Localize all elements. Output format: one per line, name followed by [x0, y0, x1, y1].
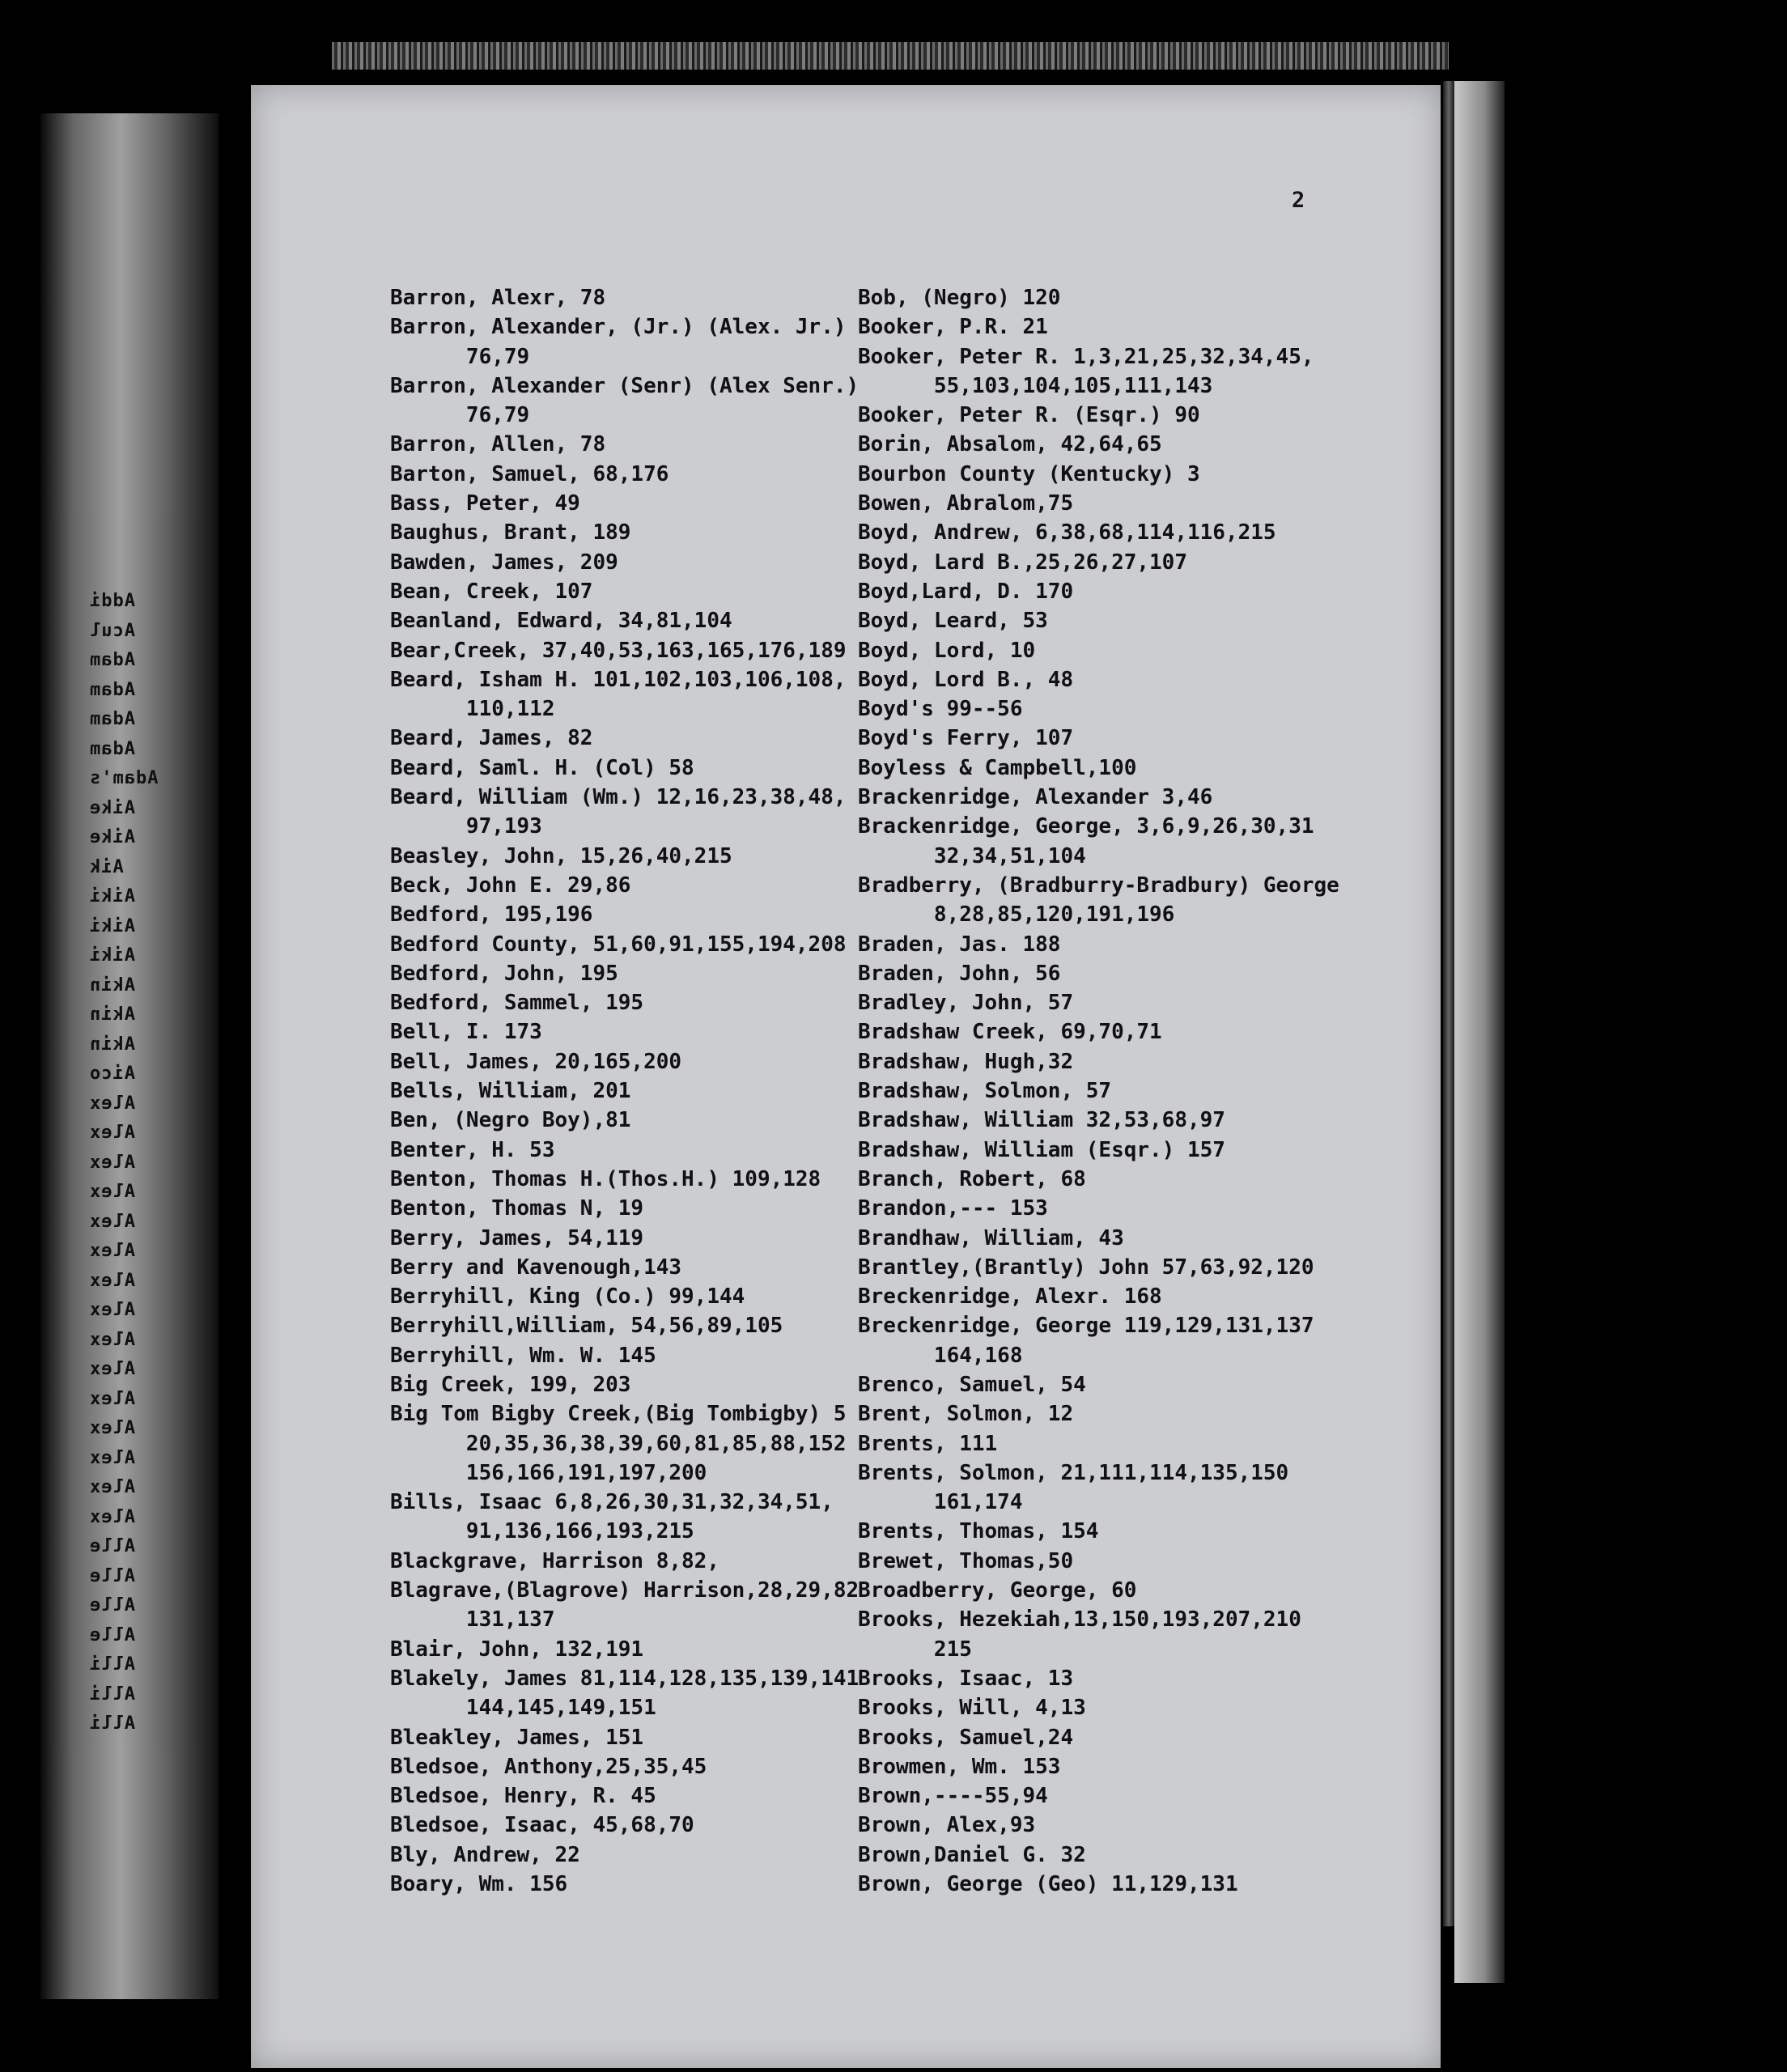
- index-entry: Blackgrave, Harrison 8,82,: [390, 1548, 719, 1573]
- index-entry: 131,137: [390, 1607, 555, 1633]
- index-entry: Boyd's 99--56: [858, 697, 1023, 722]
- facing-page-fragment: Alex: [89, 1388, 135, 1409]
- facing-page-fragment: Akin: [89, 1034, 135, 1055]
- index-entry: Brantley,(Brantly) John 57,63,92,120: [858, 1255, 1314, 1280]
- index-entry: 215: [858, 1637, 972, 1662]
- facing-page-fragment: Alex: [89, 1211, 135, 1232]
- index-entry: Brent, Solmon, 12: [858, 1402, 1074, 1427]
- index-entry: Borin, Absalom, 42,64,65: [858, 432, 1162, 457]
- index-entry: Bledsoe, Henry, R. 45: [390, 1784, 656, 1809]
- index-entry: 20,35,36,38,39,60,81,85,88,152: [390, 1431, 847, 1456]
- facing-page-fragment: Alex: [89, 1182, 135, 1202]
- facing-page-fragment: Alli: [89, 1654, 135, 1675]
- index-column-right: [858, 283, 1339, 1899]
- index-entry: Boyd, Lord B., 48: [858, 667, 1074, 692]
- index-entry: 164,168: [858, 1343, 1023, 1368]
- index-entry: Berryhill, King (Co.) 99,144: [390, 1284, 745, 1310]
- index-entry: Benton, Thomas H.(Thos.H.) 109,128: [390, 1166, 821, 1191]
- facing-page-fragment: Alle: [89, 1595, 135, 1616]
- index-entry: 110,112: [390, 697, 555, 722]
- index-entry: Bedford, John, 195: [390, 961, 618, 986]
- facing-page-fragment: Acul: [89, 620, 135, 641]
- index-entry: Brents, Solmon, 21,111,114,135,150: [858, 1460, 1289, 1485]
- index-entry: Bass, Peter, 49: [390, 491, 580, 516]
- index-entry: Brooks, Isaac, 13: [858, 1666, 1074, 1691]
- index-entry: Brooks, Hezekiah,13,150,193,207,210: [858, 1607, 1301, 1633]
- index-entry: Brackenridge, Alexander 3,46: [858, 785, 1213, 810]
- facing-page-fragment: Adam: [89, 709, 135, 729]
- index-entry: Brewet, Thomas,50: [858, 1548, 1074, 1573]
- index-entry: Bledsoe, Isaac, 45,68,70: [390, 1813, 694, 1838]
- index-entry: Boyd, Leard, 53: [858, 609, 1048, 634]
- page-binding-edge: [1443, 81, 1454, 1926]
- index-entry: Barron, Allen, 78: [390, 432, 606, 457]
- index-entry: Brandhaw, William, 43: [858, 1225, 1124, 1250]
- facing-page-fragment: Alli: [89, 1684, 135, 1705]
- index-entry: Berry, James, 54,119: [390, 1225, 644, 1250]
- index-entry: 76,79: [390, 344, 530, 369]
- index-entry: Boyless & Campbell,100: [858, 755, 1137, 780]
- index-entry: Bawden, James, 209: [390, 550, 618, 575]
- facing-page-fragment: Aike: [89, 827, 135, 847]
- index-entry: Berryhill, Wm. W. 145: [390, 1343, 656, 1368]
- index-entry: Beasley, John, 15,26,40,215: [390, 843, 732, 868]
- index-entry: Big Tom Bigby Creek,(Big Tombigby) 5: [390, 1402, 847, 1427]
- facing-page-fragment: Alex: [89, 1329, 135, 1350]
- index-entry: 91,136,166,193,215: [390, 1519, 694, 1544]
- page-number: 2: [1292, 188, 1305, 213]
- index-entry: Blagrave,(Blagrove) Harrison,28,29,82: [390, 1578, 860, 1603]
- index-entry: Barton, Samuel, 68,176: [390, 461, 669, 486]
- facing-page-fragment: Akin: [89, 1004, 135, 1025]
- index-entry: 8,28,85,120,191,196: [858, 902, 1175, 928]
- index-entry: Bedford, Sammel, 195: [390, 991, 644, 1016]
- facing-page-fragment: Aico: [89, 1064, 135, 1084]
- next-page-edge: [1454, 81, 1505, 1983]
- facing-page-fragment: Aiki: [89, 915, 135, 936]
- index-entry: Bradshaw, Solmon, 57: [858, 1079, 1112, 1104]
- facing-page-fragment: Alle: [89, 1565, 135, 1586]
- index-entry: Beard, William (Wm.) 12,16,23,38,48,: [390, 785, 847, 810]
- index-entry: Barron, Alexander (Senr) (Alex Senr.): [390, 373, 860, 398]
- index-entry: Benton, Thomas N, 19: [390, 1196, 644, 1221]
- facing-page-fragment: Alle: [89, 1536, 135, 1556]
- index-entry: 55,103,104,105,111,143: [858, 373, 1213, 398]
- index-entry: Bradshaw, William 32,53,68,97: [858, 1108, 1225, 1133]
- index-entry: Broadberry, George, 60: [858, 1578, 1137, 1603]
- facing-page-fragment: Aike: [89, 797, 135, 818]
- index-entry: Blakely, James 81,114,128,135,139,141: [390, 1666, 860, 1691]
- index-entry: Berryhill,William, 54,56,89,105: [390, 1314, 783, 1339]
- index-entry: 32,34,51,104: [858, 843, 1086, 868]
- index-entry: Browmen, Wm. 153: [858, 1754, 1061, 1779]
- index-entry: Bean, Creek, 107: [390, 579, 593, 604]
- index-entry: Beck, John E. 29,86: [390, 873, 631, 898]
- index-entry: Barron, Alexr, 78: [390, 286, 606, 310]
- index-entry: Baughus, Brant, 189: [390, 520, 631, 546]
- index-entry: Boyd, Lard B.,25,26,27,107: [858, 550, 1187, 575]
- index-entry: Bradberry, (Bradburry-Bradbury) George: [858, 873, 1339, 898]
- index-entry: Bradshaw, William (Esqr.) 157: [858, 1137, 1225, 1162]
- film-edge-noise: [332, 42, 1449, 70]
- index-entry: Braden, John, 56: [858, 961, 1061, 986]
- facing-page-fragment: Alex: [89, 1418, 135, 1438]
- index-entry: Bowen, Abralom,75: [858, 491, 1074, 516]
- facing-page-edge: [40, 113, 219, 1999]
- index-entry: Ben, (Negro Boy),81: [390, 1108, 631, 1133]
- index-entry: Bradshaw, Hugh,32: [858, 1049, 1074, 1074]
- index-entry: Brown, Alex,93: [858, 1813, 1036, 1838]
- index-entry: Bedford County, 51,60,91,155,194,208: [390, 932, 847, 957]
- index-entry: Brackenridge, George, 3,6,9,26,30,31: [858, 814, 1314, 839]
- index-entry: Bleakley, James, 151: [390, 1725, 644, 1750]
- index-entry: Berry and Kavenough,143: [390, 1255, 682, 1280]
- index-entry: Bly, Andrew, 22: [390, 1842, 580, 1867]
- index-entry: Branch, Robert, 68: [858, 1166, 1086, 1191]
- facing-page-fragment: Alex: [89, 1241, 135, 1261]
- facing-page-fragment: Aik: [89, 856, 124, 877]
- index-entry: 161,174: [858, 1490, 1023, 1515]
- index-entry: Bills, Isaac 6,8,26,30,31,32,34,51,: [390, 1490, 834, 1515]
- facing-page-fragment: Alex: [89, 1152, 135, 1173]
- index-entry: Brown,----55,94: [858, 1784, 1048, 1809]
- index-entry: Blair, John, 132,191: [390, 1637, 644, 1662]
- index-entry: Bells, William, 201: [390, 1079, 631, 1104]
- facing-page-fragment: Alli: [89, 1713, 135, 1734]
- index-entry: Boyd, Andrew, 6,38,68,114,116,215: [858, 520, 1276, 546]
- index-entry: Booker, P.R. 21: [858, 315, 1048, 340]
- index-entry: 144,145,149,151: [390, 1696, 656, 1721]
- index-entry: Bedford, 195,196: [390, 902, 593, 928]
- index-entry: Bradley, John, 57: [858, 991, 1074, 1016]
- index-entry: Bob, (Negro) 120: [858, 286, 1061, 310]
- index-entry: 156,166,191,197,200: [390, 1460, 707, 1485]
- index-entry: Breckenridge, George 119,129,131,137: [858, 1314, 1314, 1339]
- facing-page-fragment: Aiki: [89, 886, 135, 906]
- facing-page-fragment: Adam's: [89, 768, 159, 788]
- index-entry: Barron, Alexander, (Jr.) (Alex. Jr.): [390, 315, 847, 340]
- index-entry: Bear,Creek, 37,40,53,163,165,176,189: [390, 638, 847, 663]
- facing-page-fragment: Alex: [89, 1447, 135, 1468]
- facing-page-fragment: Adam: [89, 650, 135, 670]
- facing-page-fragment: Alex: [89, 1477, 135, 1497]
- index-entry: Brown,Daniel G. 32: [858, 1842, 1086, 1867]
- index-entry: Beard, Saml. H. (Col) 58: [390, 755, 694, 780]
- index-entry: Bell, James, 20,165,200: [390, 1049, 682, 1074]
- facing-page-fragment: Adam: [89, 679, 135, 700]
- index-entry: 76,79: [390, 403, 530, 428]
- index-entry: Bledsoe, Anthony,25,35,45: [390, 1754, 707, 1779]
- index-entry: Booker, Peter R. (Esqr.) 90: [858, 403, 1200, 428]
- facing-page-fragment: Addi: [89, 591, 135, 611]
- index-entry: Big Creek, 199, 203: [390, 1372, 631, 1397]
- index-entry: Boyd,Lard, D. 170: [858, 579, 1074, 604]
- facing-page-fragment: Alex: [89, 1300, 135, 1320]
- index-entry: Braden, Jas. 188: [858, 932, 1061, 957]
- index-entry: Booker, Peter R. 1,3,21,25,32,34,45,: [858, 344, 1314, 369]
- index-entry: Brents, Thomas, 154: [858, 1519, 1099, 1544]
- index-entry: 97,193: [390, 814, 542, 839]
- index-entry: Benter, H. 53: [390, 1137, 555, 1162]
- index-entry: Bourbon County (Kentucky) 3: [858, 461, 1200, 486]
- index-entry: Breckenridge, Alexr. 168: [858, 1284, 1162, 1310]
- facing-page-fragment: Alex: [89, 1270, 135, 1291]
- index-entry: Boary, Wm. 156: [390, 1872, 568, 1897]
- facing-page-fragment: Alex: [89, 1123, 135, 1143]
- index-entry: Boyd, Lord, 10: [858, 638, 1036, 663]
- facing-page-fragment: Akin: [89, 974, 135, 996]
- index-entry: Brown, George (Geo) 11,129,131: [858, 1872, 1238, 1897]
- facing-page-fragment: Alex: [89, 1093, 135, 1114]
- index-entry: Bell, I. 173: [390, 1020, 542, 1045]
- index-entry: Boyd's Ferry, 107: [858, 726, 1074, 751]
- facing-page-fragment: Alex: [89, 1359, 135, 1379]
- index-column-left: [390, 283, 859, 1899]
- facing-page-fragment: Adam: [89, 738, 135, 759]
- index-entry: Brenco, Samuel, 54: [858, 1372, 1086, 1397]
- index-entry: Bradshaw Creek, 69,70,71: [858, 1020, 1162, 1045]
- index-entry: Brooks, Will, 4,13: [858, 1696, 1086, 1721]
- facing-page-fragment: Alex: [89, 1506, 135, 1527]
- index-entry: Beanland, Edward, 34,81,104: [390, 609, 732, 634]
- index-entry: Brents, 111: [858, 1431, 998, 1456]
- index-entry: Beard, James, 82: [390, 726, 593, 751]
- index-entry: Brandon,--- 153: [858, 1196, 1048, 1221]
- facing-page-fragment: Aiki: [89, 945, 135, 966]
- index-entry: Beard, Isham H. 101,102,103,106,108,: [390, 667, 847, 692]
- index-entry: Brooks, Samuel,24: [858, 1725, 1074, 1750]
- facing-page-fragment: Alle: [89, 1624, 135, 1645]
